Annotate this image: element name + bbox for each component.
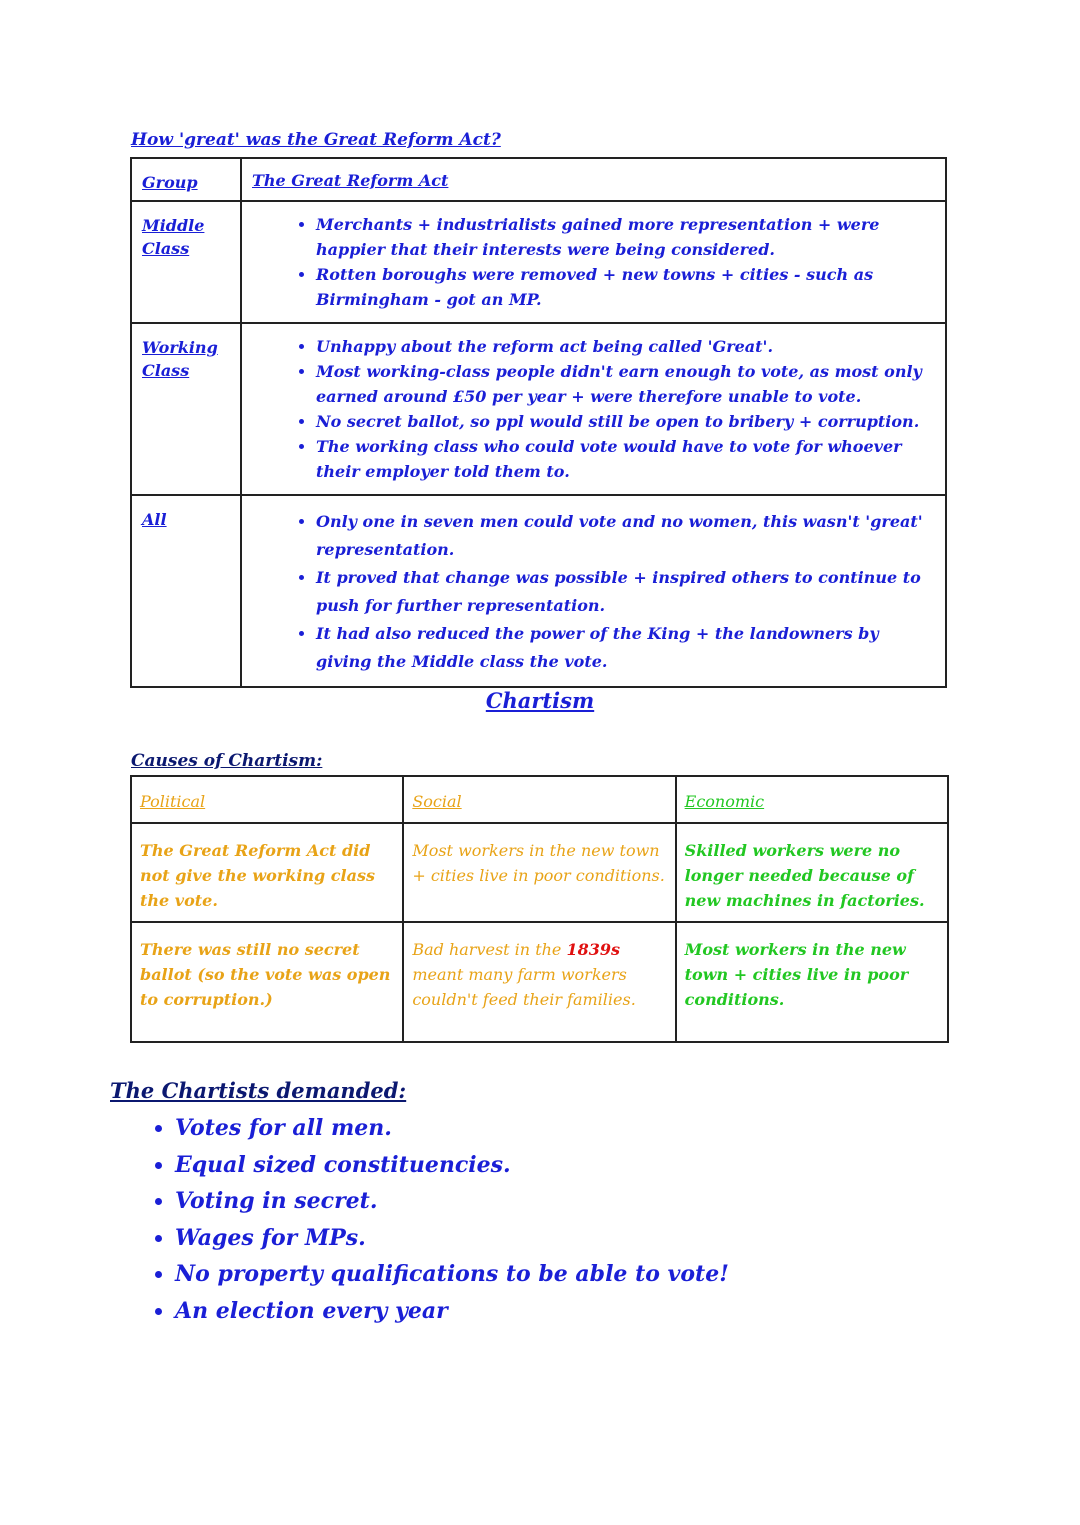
list-item: • It proved that change was possible + inspired others to continue to push for further representation. [316, 564, 937, 620]
reform-title: How 'great' was the Great Reform Act? [131, 130, 501, 150]
reform-act-table [130, 157, 947, 688]
chartism-heading: Chartism [485, 688, 595, 713]
table-header-row [131, 776, 948, 823]
demands-list [143, 1110, 729, 1329]
list-item: • No property qualifications to be able to vote! [175, 1256, 729, 1293]
table-row [131, 201, 946, 323]
table-cell: Skilled workers were no longer needed because of new machines in factories. [676, 823, 948, 922]
group-working-class: Working Class [131, 323, 241, 495]
middle-class-points [241, 201, 946, 323]
list-item: • An election every year [175, 1293, 729, 1330]
table-row [131, 823, 948, 922]
group-middle-class: Middle Class [131, 201, 241, 323]
table-cell: Most workers in the new town + cities live in poor conditions. [676, 922, 948, 1042]
list-item: • No secret ballot, so ppl would still be open to bribery + corruption. [316, 409, 937, 434]
group-all: All [131, 495, 241, 687]
harvest-text: Bad harvest in the 1839s meant many farm workers couldn't feed their families. [412, 940, 636, 1009]
list-item: • Rotten boroughs were removed + new towns + cities - such as Birmingham - got an MP. [316, 262, 937, 312]
demands-title: The Chartists demanded: [110, 1078, 407, 1103]
list-item: • It had also reduced the power of the King + the landowners by giving the Middle class the vote. [316, 620, 937, 676]
table-cell-harvest [403, 922, 675, 1042]
table-row [131, 922, 948, 1042]
list-item: • Only one in seven men could vote and no women, this wasn't 'great' representation. [316, 508, 937, 564]
list-item: • Equal sized constituencies. [175, 1147, 729, 1184]
all-points [241, 495, 946, 687]
table-row [131, 495, 946, 687]
list-item: • Unhappy about the reform act being called 'Great'. [316, 334, 937, 359]
col-economic: Economic [676, 776, 948, 823]
table-cell: Most workers in the new town + cities live in poor conditions. [403, 823, 675, 922]
list-item: • Wages for MPs. [175, 1220, 729, 1257]
header-act: The Great Reform Act [241, 158, 946, 201]
causes-table [130, 775, 949, 1043]
list-item: • Votes for all men. [175, 1110, 729, 1147]
list-item: • Voting in secret. [175, 1183, 729, 1220]
col-political: Political [131, 776, 403, 823]
list-item: • Merchants + industrialists gained more representation + were happier that their interests were being considered. [316, 212, 937, 262]
table-cell: There was still no secret ballot (so the vote was open to corruption.) [131, 922, 403, 1042]
table-row [131, 323, 946, 495]
highlighted-year: 1839s [566, 940, 621, 959]
header-group: Group [131, 158, 241, 201]
list-item: • The working class who could vote would have to vote for whoever their employer told them to. [316, 434, 937, 484]
list-item: • Most working-class people didn't earn enough to vote, as most only earned around £50 per year + were therefore unable to vote. [316, 359, 937, 409]
table-header-row [131, 158, 946, 201]
causes-title: Causes of Chartism: [131, 751, 323, 771]
working-class-points [241, 323, 946, 495]
table-cell: The Great Reform Act did not give the working class the vote. [131, 823, 403, 922]
col-social: Social [403, 776, 675, 823]
